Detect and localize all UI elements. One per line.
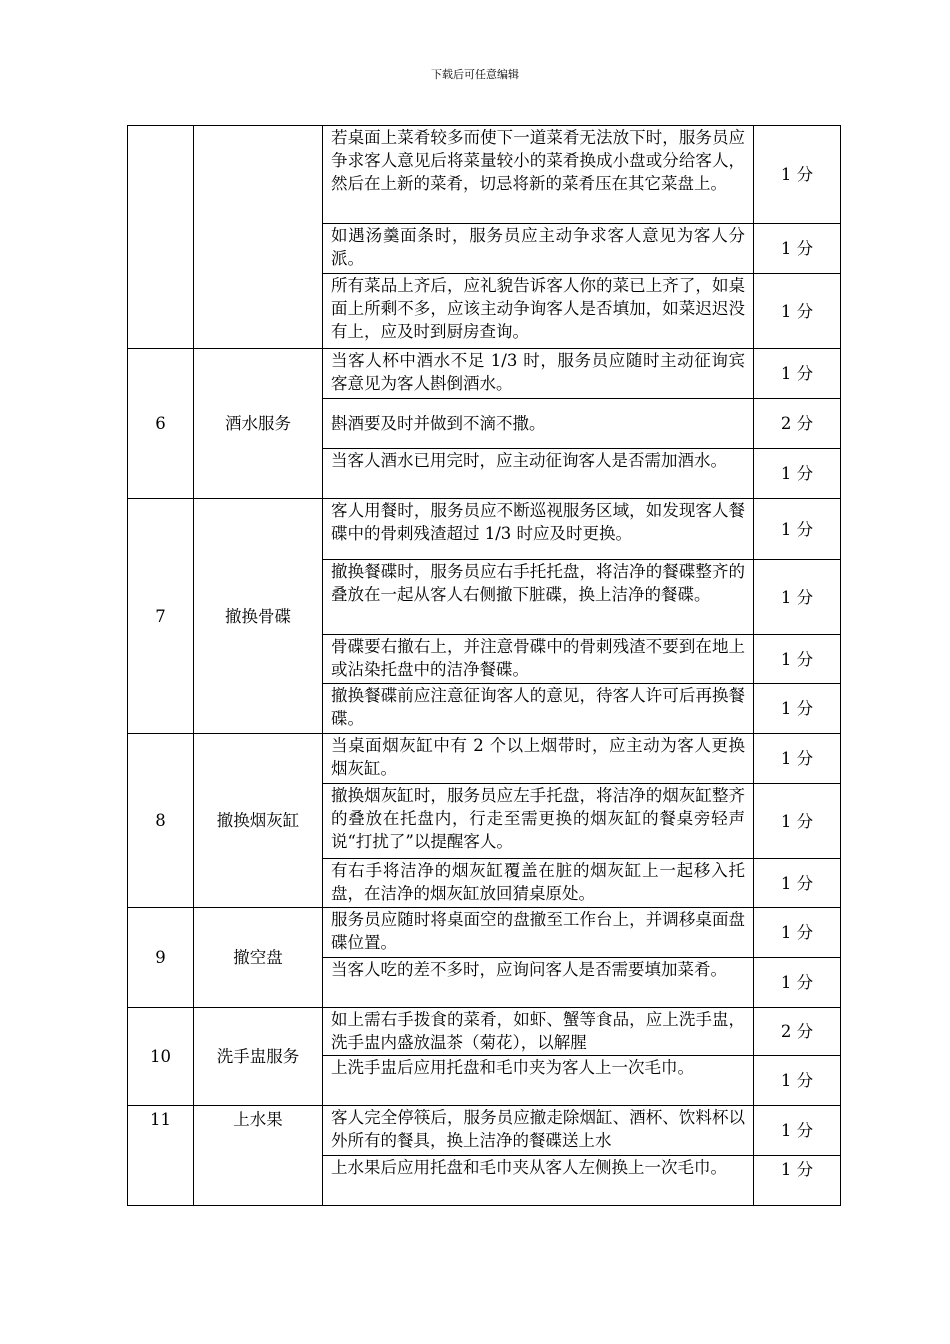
score: 1 分: [754, 449, 841, 499]
standard-text: 当客人酒水已用完时，应主动征询客人是否需加酒水。: [323, 449, 754, 499]
row-number: 8: [128, 734, 194, 908]
score: 1 分: [754, 958, 841, 1008]
score: 2 分: [754, 1008, 841, 1056]
standard-text: 如遇汤羹面条时，服务员应主动争求客人意见为客人分派。: [323, 224, 754, 274]
standard-text: 有右手将洁净的烟灰缸覆盖在脏的烟灰缸上一起移入托盘，在洁净的烟灰缸放回猜桌原处。: [323, 859, 754, 908]
table-row: [128, 734, 841, 784]
service-item: [194, 126, 323, 349]
score: 1 分: [754, 684, 841, 734]
score: 1 分: [754, 499, 841, 560]
standard-text: 若桌面上菜肴较多而使下一道菜肴无法放下时，服务员应争求客人意见后将菜量较小的菜肴换成小盘或分给客人，然后在上新的菜肴，切忌将新的菜肴压在其它菜盘上。: [323, 126, 754, 224]
standard-text: 所有菜品上齐后，应礼貌告诉客人你的菜已上齐了，如桌面上所剩不多，应该主动争询客人是否填加，如菜迟迟没有上，应及时到厨房查询。: [323, 274, 754, 349]
score: 1 分: [754, 126, 841, 224]
standard-text: 当客人吃的差不多时，应询问客人是否需要填加菜肴。: [323, 958, 754, 1008]
score: 1 分: [754, 784, 841, 859]
row-number: 11: [128, 1106, 194, 1206]
table-row: [128, 1106, 841, 1156]
table-row: [128, 349, 841, 399]
service-item: 洗手盅服务: [194, 1008, 323, 1106]
row-number: 6: [128, 349, 194, 499]
row-number: 7: [128, 499, 194, 734]
service-item: 撤换骨碟: [194, 499, 323, 734]
standard-text: 骨碟要右撤右上，并注意骨碟中的骨刺残渣不要到在地上或沾染托盘中的洁净餐碟。: [323, 635, 754, 684]
standard-text: 上水果后应用托盘和毛巾夹从客人左侧换上一次毛巾。: [323, 1156, 754, 1206]
standard-text: 上洗手盅后应用托盘和毛巾夹为客人上一次毛巾。: [323, 1056, 754, 1106]
row-number: 9: [128, 908, 194, 1008]
score: 1 分: [754, 635, 841, 684]
standard-text: 客人用餐时，服务员应不断巡视服务区域，如发现客人餐碟中的骨刺残渣超过 1/3 时应及时更换。: [323, 499, 754, 560]
score: 1 分: [754, 224, 841, 274]
score: 1 分: [754, 734, 841, 784]
score: 1 分: [754, 274, 841, 349]
table-row: [128, 126, 841, 224]
score: 1 分: [754, 1056, 841, 1106]
table-row: [128, 499, 841, 560]
standard-text: 当桌面烟灰缸中有 2 个以上烟带时，应主动为客人更换烟灰缸。: [323, 734, 754, 784]
standard-text: 如上需右手拨食的菜肴，如虾、蟹等食品，应上洗手盅，洗手盅内盛放温茶（菊花），以解腥: [323, 1008, 754, 1056]
standard-text: 撤换餐碟时，服务员应右手托托盘，将洁净的餐碟整齐的叠放在一起从客人右侧撤下脏碟，换上洁净的餐碟。: [323, 560, 754, 635]
score: 1 分: [754, 349, 841, 399]
service-item: 酒水服务: [194, 349, 323, 499]
standard-text: 斟酒要及时并做到不滴不撒。: [323, 399, 754, 449]
score: 2 分: [754, 399, 841, 449]
page-header: 下载后可任意编辑: [431, 68, 519, 81]
standard-text: 服务员应随时将桌面空的盘撤至工作台上，并调移桌面盘碟位置。: [323, 908, 754, 958]
service-item: 撤空盘: [194, 908, 323, 1008]
service-standards-table: [127, 125, 841, 1206]
service-item: 撤换烟灰缸: [194, 734, 323, 908]
row-number: [128, 126, 194, 349]
standard-text: 撤换餐碟前应注意征询客人的意见，待客人许可后再换餐碟。: [323, 684, 754, 734]
standard-text: 当客人杯中酒水不足 1/3 时，服务员应随时主动征询宾客意见为客人斟倒酒水。: [323, 349, 754, 399]
score: 1 分: [754, 908, 841, 958]
service-item: 上水果: [194, 1106, 323, 1206]
table-row: [128, 908, 841, 958]
standard-text: 撤换烟灰缸时，服务员应左手托盘，将洁净的烟灰缸整齐的叠放在托盘内，行走至需更换的烟灰缸的餐桌旁轻声说“打扰了”以提醒客人。: [323, 784, 754, 859]
standard-text: 客人完全停筷后，服务员应撤走除烟缸、酒杯、饮料杯以外所有的餐具，换上洁净的餐碟送上水: [323, 1106, 754, 1156]
row-number: 10: [128, 1008, 194, 1106]
score: 1 分: [754, 560, 841, 635]
score: 1 分: [754, 859, 841, 908]
score: 1 分: [754, 1156, 841, 1206]
table-row: [128, 1008, 841, 1056]
score: 1 分: [754, 1106, 841, 1156]
